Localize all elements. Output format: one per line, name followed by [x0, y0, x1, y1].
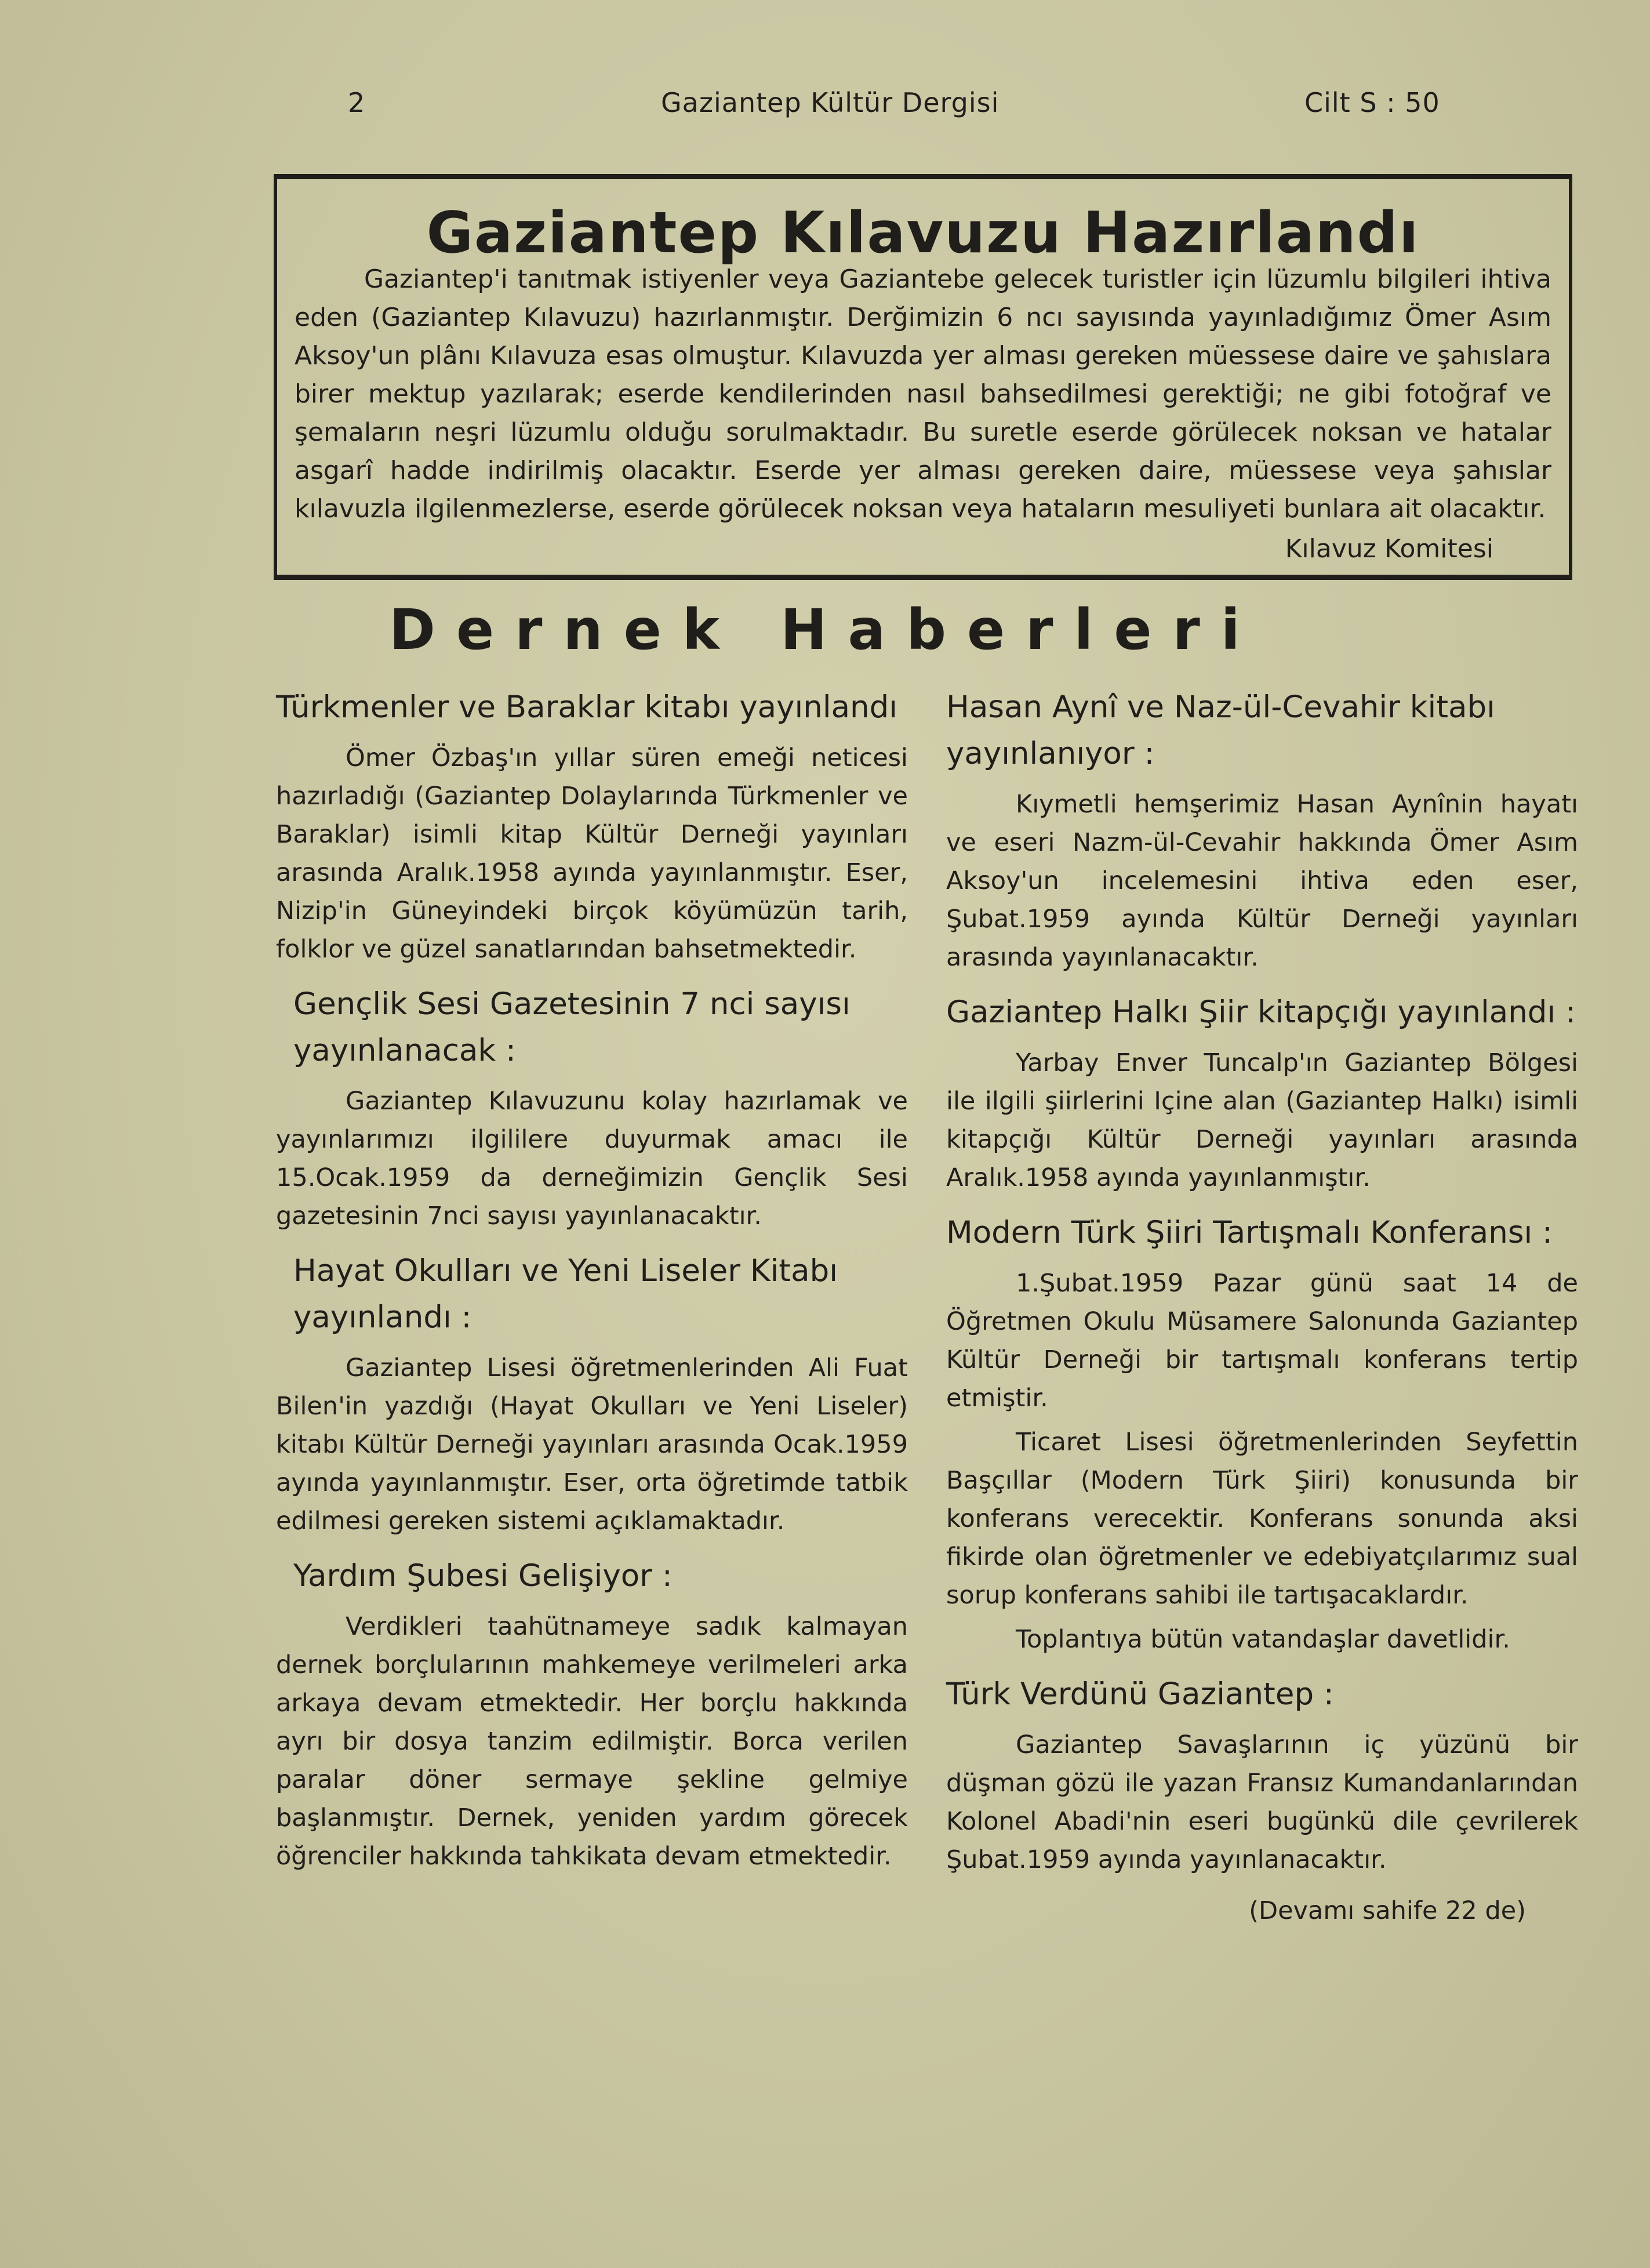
news-body: Gaziantep Savaşlarının iç yüzünü bir düşman gözü ile yazan Fransız Kumandanlarından Kolonel Abadi'nin eseri bugünkü dile çevrilerek Şubat.1959 ayında yayınlanacaktır. — [946, 1730, 1578, 1874]
news-body: Gaziantep Kılavuzunu kolay hazırlamak ve yayınlarımızı ilgililere duyurmak amacı ile 15.Ocak.1959 da derneğimizin Gençlik Sesi gazetesinin 7nci sayısı yayınlanacaktır. — [276, 1087, 908, 1231]
notice-box — [274, 174, 1572, 580]
page-number: 2 — [348, 87, 366, 118]
news-body: Ömer Özbaş'ın yıllar süren emeği neticesi hazırladığı (Gaziantep Dolaylarında Türkmenler ve Baraklar) isimli kitap Kültür Derneği yayınları arasında Aralık.1958 ayında yayınlanmıştır. Eser, Nizip'in Güneyindeki birçok köyümüzün tarih, folklor ve güzel sanatlarından bahsetmektedir. — [276, 743, 908, 964]
news-item — [946, 989, 1578, 1197]
notice-title: Gaziantep Kılavuzu Hazırlandı — [426, 200, 1420, 266]
news-item — [946, 1210, 1578, 1659]
news-heading: Türkmenler ve Baraklar kitabı yayınlandı — [276, 690, 898, 725]
news-body: Toplantıya bütün vatandaşlar davetlidir. — [1016, 1625, 1510, 1654]
news-body: Ticaret Lisesi öğretmenlerinden Seyfettin Başçıllar (Modern Türk Şiiri) konusunda bir konferans verecektir. Konferans sonunda aksi fikirde olan öğretmenler ve edebiyatçılarımız sual sorup konferans sahibi ile tartışacaklardır. — [946, 1428, 1578, 1610]
news-heading: Türk Verdünü Gaziantep : — [946, 1676, 1334, 1712]
news-body: 1.Şubat.1959 Pazar günü saat 14 de Öğretmen Okulu Müsamere Salonunda Gaziantep Kültür Derneği bir tartışmalı konferans tertip etmiştir. — [946, 1269, 1578, 1413]
news-body: Yarbay Enver Tuncalp'ın Gaziantep Bölgesi ile ilgili şiirlerini Içine alan (Gaziantep Halkı) isimli kitapçığı Kültür Derneği yayınları arasında Aralık.1958 ayında yayınlanmıştır. — [946, 1048, 1578, 1192]
news-heading: Gençlik Sesi Gazetesinin 7 nci sayısı yayınlanacak : — [293, 986, 851, 1068]
left-column — [276, 684, 908, 1888]
news-item — [946, 1671, 1578, 1879]
news-item — [276, 684, 908, 968]
news-item — [946, 684, 1578, 977]
news-body: Gaziantep Lisesi öğretmenlerinden Ali Fuat Bilen'in yazdığı (Hayat Okulları ve Yeni Liseler) kitabı Kültür Derneği yayınları arasında Ocak.1959 ayında yayınlanmıştır. Eser, orta öğretimde tatbik edilmesi gereken sistemi açıklamaktadır. — [276, 1353, 908, 1536]
news-heading: Gaziantep Halkı Şiir kitapçığı yayınlandı : — [946, 995, 1576, 1030]
notice-body — [295, 260, 1551, 528]
news-heading: Modern Türk Şiiri Tartışmalı Konferansı : — [946, 1215, 1553, 1250]
notice-text: Gaziantep'i tanıtmak istiyenler veya Gaziantebe gelecek turistler için lüzumlu bilgileri ihtiva eden (Gaziantep Kılavuzu) hazırlanmıştır. Derğimizin 6 ncı sayısında yayınladığımız Ömer Asım Aksoy'un plânı Kılavuza esas olmuştur. Kılavuzda yer alması gereken müessese daire ve şahıslara birer mektup yazılarak; eserde kendilerinden nasıl bahsedilmesi gerektiği; ne gibi fotoğraf ve şemaların neşri lüzumlu olduğu sorulmaktadır. Bu suretle eserde görülecek noksan ve hatalar asgarî hadde indirilmiş olacaktır. Eserde yer alması gereken daire, müessese veya şahıslar kılavuzla ilgilenmezlerse, eserde görülecek noksan veya hataların mesuliyeti bunlara ait olacaktır. — [295, 264, 1551, 524]
section-title: Dernek Haberleri — [389, 597, 1261, 662]
news-item — [276, 1248, 908, 1540]
news-heading: Hayat Okulları ve Yeni Liseler Kitabı yayınlandı : — [293, 1253, 838, 1335]
news-body: Kıymetli hemşerimiz Hasan Aynînin hayatı ve eseri Nazm-ül-Cevahir hakkında Ömer Asım Aksoy'un incelemesini ihtiva eden eser, Şubat.1959 ayında Kültür Derneği yayınları arasında yayınlanacaktır. — [946, 790, 1578, 972]
news-body: Verdikleri taahütnameye sadık kalmayan dernek borçlularının mahkemeye verilmeleri arka arkaya devam etmektedir. Her borçlu hakkında ayrı bir dosya tanzim edilmiştir. Borca verilen paralar döner sermaye şekline gelmiye başlanmıştır. Dernek, yeniden yardım görecek öğrenciler hakkında tahkikata devam etmektedir. — [276, 1612, 908, 1871]
news-heading: Yardım Şubesi Gelişiyor : — [293, 1558, 673, 1594]
news-item — [276, 981, 908, 1235]
running-header — [348, 87, 1507, 133]
notice-signature: Kılavuz Komitesi — [1285, 534, 1493, 564]
news-item — [276, 1553, 908, 1875]
news-heading: Hasan Aynî ve Naz-ül-Cevahir kitabı yayınlanıyor : — [946, 690, 1495, 771]
journal-title: Gaziantep Kültür Dergisi — [661, 87, 1000, 118]
issue-number: Cilt S : 50 — [1304, 87, 1440, 118]
continuation-note: (Devamı sahife 22 de) — [1249, 1896, 1526, 1925]
right-column — [946, 684, 1578, 1930]
